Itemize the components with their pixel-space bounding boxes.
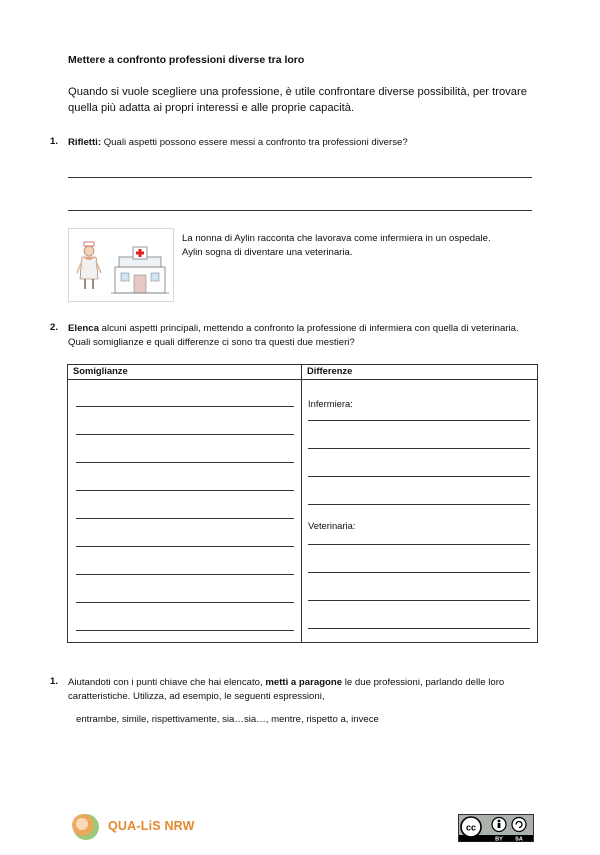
answer-line[interactable] — [68, 210, 532, 211]
question-3-text: Aiutandoti con i punti chiave che hai elencato, — [68, 677, 266, 688]
question-2 — [68, 322, 538, 350]
qualis-logo-icon — [66, 812, 106, 842]
story-text — [182, 232, 542, 260]
answer-line[interactable] — [76, 546, 294, 547]
answer-line[interactable] — [76, 434, 294, 435]
logo-text: QUA-LiS NRW — [108, 819, 195, 833]
answer-line[interactable] — [308, 476, 530, 477]
answer-line[interactable] — [308, 420, 530, 421]
table-header-row — [68, 365, 538, 380]
answer-line[interactable] — [76, 518, 294, 519]
cc-license-badge — [458, 814, 534, 842]
answer-line[interactable] — [76, 574, 294, 575]
question-1 — [68, 136, 538, 150]
header-differences: Differenze — [302, 365, 538, 380]
question-2-number: 2. — [50, 322, 59, 333]
answer-line[interactable] — [308, 448, 530, 449]
answer-line[interactable] — [76, 602, 294, 603]
question-2-keyword: Elenca — [68, 323, 99, 334]
answer-line[interactable] — [308, 628, 530, 629]
question-1-text: Quali aspetti possono essere messi a confronto tra professioni diverse? — [101, 137, 408, 148]
nurse-label: Infermiera: — [308, 398, 353, 409]
nurse-figure-icon — [77, 242, 101, 289]
answer-line[interactable] — [76, 406, 294, 407]
question-1-number: 1. — [50, 136, 59, 147]
answer-line[interactable] — [68, 177, 532, 178]
table-row — [68, 380, 538, 643]
answer-line[interactable] — [76, 462, 294, 463]
differences-cell — [302, 380, 538, 643]
page-title: Mettere a confronto professioni diverse tra loro — [68, 54, 305, 66]
question-3-number: 1. — [50, 676, 59, 687]
similarities-cell — [68, 380, 302, 643]
answer-line[interactable] — [76, 630, 294, 631]
by-text: BY — [495, 836, 503, 842]
question-3-keyword: metti a paragone — [265, 677, 343, 688]
qualis-logo — [66, 812, 216, 842]
hospital-building-icon — [111, 247, 169, 293]
sa-text: SA — [515, 836, 523, 842]
cc-text: cc — [465, 822, 477, 833]
vet-label: Veterinaria: — [308, 520, 356, 531]
question-3-text: le due professioni, parlando delle loro caratteristiche. Utilizza, ad esempio, le seguenti espressioni, — [68, 677, 505, 702]
answer-line[interactable] — [308, 544, 530, 545]
sa-icon — [512, 818, 526, 832]
question-3 — [68, 676, 538, 704]
story-line: Aylin sogna di diventare una veterinaria. — [182, 247, 353, 258]
story-line: La nonna di Aylin racconta che lavorava come infermiera in un ospedale. — [182, 233, 491, 244]
answer-line[interactable] — [308, 600, 530, 601]
comparison-table — [67, 364, 538, 643]
question-1-keyword: Rifletti: — [68, 137, 102, 148]
intro-paragraph: Quando si vuole scegliere una professione, è utile confrontare diverse possibilità, per trovare quella più adatta ai propri interessi e alle proprie capacità. — [68, 86, 527, 114]
phrases-list: entrambe, simile, rispettivamente, sia…sia…, mentre, rispetto a, invece — [76, 714, 379, 725]
answer-line[interactable] — [308, 572, 530, 573]
header-similarities: Somiglianze — [68, 365, 302, 380]
answer-line[interactable] — [76, 490, 294, 491]
answer-line[interactable] — [308, 504, 530, 505]
nurse-hospital-illustration — [68, 228, 174, 302]
question-2-text: alcuni aspetti principali, mettendo a confronto la professione di infermiera con quella di veterinaria. Quali somiglianze e quali differenze ci sono tra questi due mestieri? — [68, 323, 519, 348]
